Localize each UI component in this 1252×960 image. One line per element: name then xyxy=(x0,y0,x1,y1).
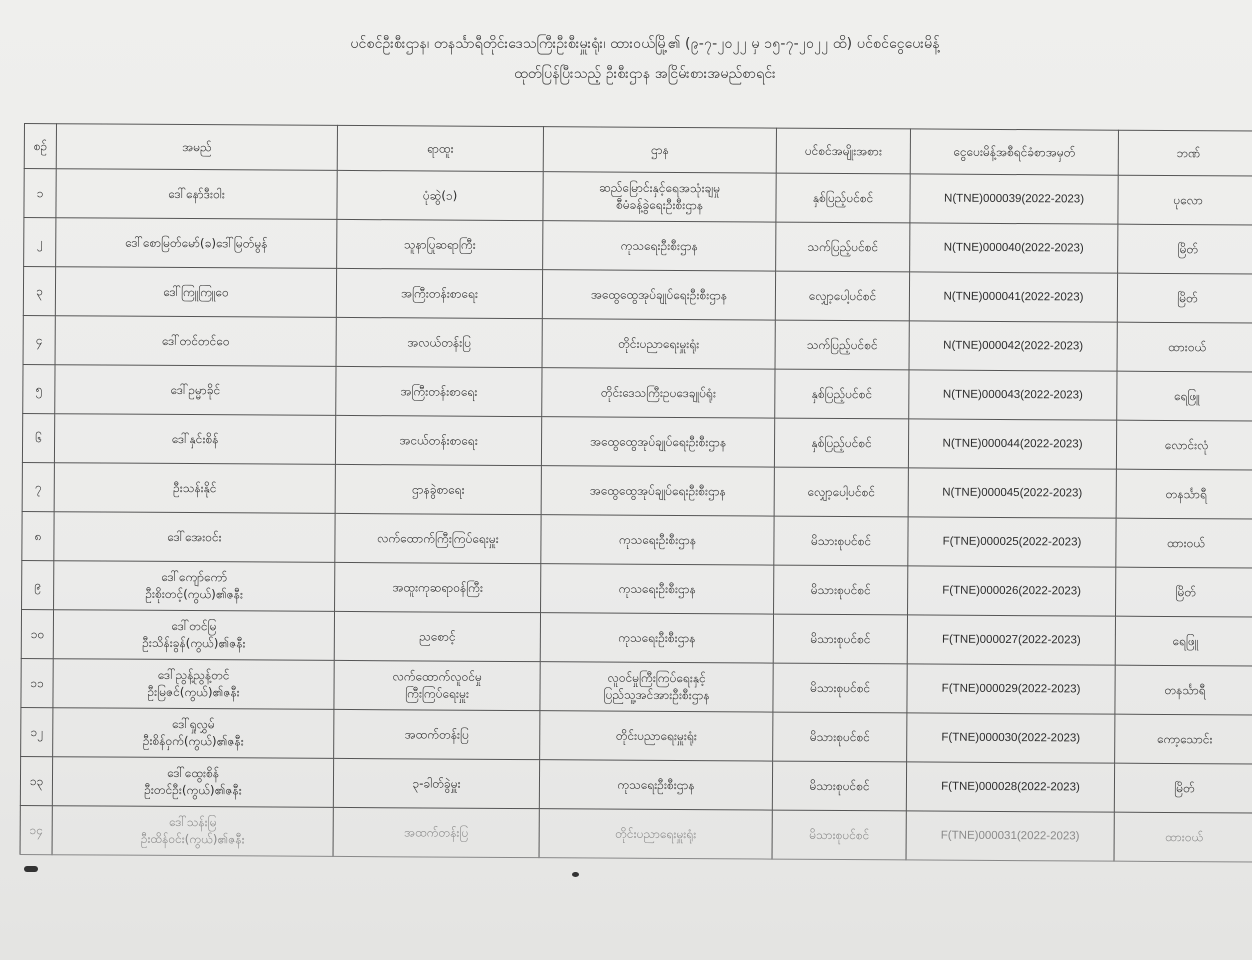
table-row xyxy=(23,364,1252,421)
cell-position: အလယ်တန်းပြ xyxy=(336,317,542,367)
cell-order-number: N(TNE)000040(2022-2023) xyxy=(910,223,1118,273)
cell-name: ဒေါ်ကျော်ကော် ဦးစိုးတင့်(ကွယ်)၏ဇနီး xyxy=(54,561,335,612)
cell-order-number: F(TNE)000029(2022-2023) xyxy=(907,664,1115,714)
cell-pension-type: မိသားစုပင်စင် xyxy=(774,565,908,615)
header-order-number: ငွေပေးမိန့်အစီရင်ခံစာအမှတ် xyxy=(910,129,1118,175)
cell-pension-type: မိသားစုပင်စင် xyxy=(774,516,908,566)
cell-serial: ၃ xyxy=(23,267,55,316)
table-row xyxy=(21,707,1252,764)
cell-serial: ၁၂ xyxy=(21,707,53,756)
cell-bank: မြိတ် xyxy=(1117,273,1252,323)
cell-bank: ထားဝယ် xyxy=(1116,518,1252,568)
cell-position: ပုံဆွဲ(၁) xyxy=(337,170,543,220)
ink-mark xyxy=(24,866,38,872)
cell-order-number: N(TNE)000044(2022-2023) xyxy=(908,419,1116,469)
cell-name: ဒေါ်စောမြတ်မော်(ခ)ဒေါ်မြတ်မွန် xyxy=(56,218,337,269)
cell-position: အငယ်တန်းစာရေး xyxy=(335,415,541,465)
table-body xyxy=(20,169,1252,863)
cell-name: ဒေါ်အေးဝင်း xyxy=(54,512,335,563)
cell-department: ကုသရေးဦးစီးဌာန xyxy=(541,515,774,565)
cell-bank: တနင်္သာရီ xyxy=(1116,469,1252,519)
cell-bank: မြိတ် xyxy=(1118,224,1252,274)
cell-position: အကြီးတန်းစာရေး xyxy=(336,268,542,318)
cell-name: ဒေါ်တင်မြ ဦးသိန်းခွန်(ကွယ်)၏ဇနီး xyxy=(53,610,334,661)
cell-serial: ၁၄ xyxy=(20,805,52,854)
cell-bank: ပုလော xyxy=(1118,175,1252,225)
table-row xyxy=(20,756,1252,813)
cell-pension-type: မိသားစုပင်စင် xyxy=(773,614,907,664)
table-row xyxy=(20,805,1252,862)
cell-bank: လောင်းလုံ xyxy=(1116,420,1252,470)
ink-dot xyxy=(572,872,579,877)
cell-department: ကုသရေးဦးစီးဌာန xyxy=(540,613,773,663)
table-row xyxy=(23,267,1252,324)
cell-pension-type: သက်ပြည့်ပင်စင် xyxy=(775,320,909,370)
header-name: အမည် xyxy=(56,124,337,171)
cell-department: အထွေထွေအုပ်ချုပ်ရေးဦးစီးဌာန xyxy=(541,466,774,516)
cell-bank: ထားဝယ် xyxy=(1117,322,1252,372)
cell-serial: ၈ xyxy=(22,511,54,560)
cell-position: အကြီးတန်းစာရေး xyxy=(336,366,542,416)
document-title-line-2: ထုတ်ပြန်ပြီးသည့် ဦးစီးဌာန အငြိမ်းစားအမည်စာရင်း xyxy=(514,66,776,82)
table-row xyxy=(22,462,1252,519)
cell-name: ဦးသန်းနိုင် xyxy=(54,463,335,514)
cell-order-number: F(TNE)000030(2022-2023) xyxy=(907,713,1115,763)
header-serial: စဉ် xyxy=(24,124,56,169)
cell-order-number: N(TNE)000045(2022-2023) xyxy=(908,468,1116,518)
table-header-row xyxy=(24,124,1252,177)
table-row xyxy=(22,413,1252,470)
cell-serial: ၁၀ xyxy=(21,609,53,658)
cell-pension-type: လျှော့ပေါ့ပင်စင် xyxy=(774,467,908,517)
cell-serial: ၂ xyxy=(24,218,56,267)
cell-bank: ရေဖြူ xyxy=(1115,616,1252,666)
cell-pension-type: လျှော့ပေါ့ပင်စင် xyxy=(775,271,909,321)
table-row xyxy=(24,218,1252,275)
cell-order-number: F(TNE)000025(2022-2023) xyxy=(908,517,1116,567)
header-position: ရာထူး xyxy=(337,125,543,171)
cell-name: ဒေါ်ကြူကြူဝေ xyxy=(55,267,336,318)
cell-department: တိုင်းဒေသကြီးဥပဒေချုပ်ရုံး xyxy=(542,368,775,418)
cell-department: ကုသရေးဦးစီးဌာန xyxy=(543,221,776,271)
cell-department: တိုင်းပညာရေးမှူးရုံး xyxy=(539,809,772,859)
cell-serial: ၁ xyxy=(24,169,56,218)
cell-name: ဒေါ်ရှုလွှမ် ဦးစိန်ဝှက်(ကွယ်)၏ဇနီး xyxy=(53,708,334,759)
cell-pension-type: နှစ်ပြည့်ပင်စင် xyxy=(774,418,908,468)
cell-serial: ၇ xyxy=(22,462,54,511)
cell-serial: ၁၃ xyxy=(20,756,52,805)
cell-name: ဒေါ်နှင်းစိန် xyxy=(54,414,335,465)
cell-department: ကုသရေးဦးစီးဌာန xyxy=(539,760,772,810)
cell-pension-type: မိသားစုပင်စင် xyxy=(772,810,906,860)
cell-pension-type: မိသားစုပင်စင် xyxy=(773,712,907,762)
cell-position: အထက်တန်းပြ xyxy=(333,807,539,857)
cell-pension-type: သက်ပြည့်ပင်စင် xyxy=(776,222,910,272)
cell-department: အထွေထွေအုပ်ချုပ်ရေးဦးစီးဌာန xyxy=(541,417,774,467)
cell-position: အထက်တန်းပြ xyxy=(334,709,540,759)
cell-name: ဒေါ်တင်တင်ဝေ xyxy=(55,316,336,367)
cell-position: ၃-ခါတ်ခွဲမှူး xyxy=(333,758,539,808)
cell-order-number: F(TNE)000027(2022-2023) xyxy=(907,615,1115,665)
cell-bank: မြိတ် xyxy=(1116,567,1252,617)
cell-position: လက်ထောက်လူဝင်မှု ကြီးကြပ်ရေးမှူး xyxy=(334,660,540,710)
cell-bank: မြိတ် xyxy=(1114,763,1252,813)
header-department: ဌာန xyxy=(543,127,776,173)
cell-bank: တနင်္သာရီ xyxy=(1115,665,1252,715)
cell-serial: ၁၁ xyxy=(21,658,53,707)
cell-position: အထူးကုဆရာဝန်ကြီး xyxy=(335,562,541,612)
cell-order-number: F(TNE)000026(2022-2023) xyxy=(908,566,1116,616)
cell-department: လူဝင်မှုကြီးကြပ်ရေးနှင့် ပြည်သူ့အင်အားဦးစီးဌာန xyxy=(540,662,773,712)
cell-name: ဒေါ်နော်ဒီးဝါး xyxy=(56,169,337,220)
cell-name: ဒေါ်ထွေးစိန် ဦးတင်ဦး(ကွယ်)၏ဇနီး xyxy=(52,757,333,808)
cell-order-number: N(TNE)000039(2022-2023) xyxy=(910,174,1118,224)
cell-serial: ၉ xyxy=(22,560,54,609)
table-row xyxy=(22,511,1252,568)
cell-position: သူနာပြုဆရာကြီး xyxy=(337,219,543,269)
cell-pension-type: နှစ်ပြည့်ပင်စင် xyxy=(775,369,909,419)
pensioner-list-table xyxy=(20,123,1252,863)
cell-pension-type: မိသားစုပင်စင် xyxy=(772,761,906,811)
cell-bank: ကော့သောင်း xyxy=(1115,714,1252,764)
cell-order-number: F(TNE)000031(2022-2023) xyxy=(906,811,1114,861)
cell-department: ဆည်မြောင်းနှင့်ရေအသုံးချမှု စီမံခန့်ခွဲရေးဦးစီးဌာန xyxy=(543,172,776,222)
cell-order-number: N(TNE)000043(2022-2023) xyxy=(909,370,1117,420)
cell-serial: ၄ xyxy=(23,315,55,364)
cell-order-number: F(TNE)000028(2022-2023) xyxy=(906,762,1114,812)
cell-pension-type: မိသားစုပင်စင် xyxy=(773,663,907,713)
cell-position: လက်ထောက်ကြီးကြပ်ရေးမှူး xyxy=(335,513,541,563)
cell-bank: ထားဝယ် xyxy=(1114,812,1252,862)
table-row xyxy=(21,658,1252,715)
cell-department: တိုင်းပညာရေးမှူးရုံး xyxy=(542,319,775,369)
cell-name: ဒေါ်သန်းမြ ဦးထိန်ဝင်း(ကွယ်)၏ဇနီး xyxy=(52,806,333,857)
table-row xyxy=(23,315,1252,372)
cell-position: ညစောင့် xyxy=(334,611,540,661)
cell-bank: ရေဖြူ xyxy=(1117,371,1252,421)
cell-pension-type: နှစ်ပြည့်ပင်စင် xyxy=(776,173,910,223)
cell-department: အထွေထွေအုပ်ချုပ်ရေးဦးစီးဌာန xyxy=(542,270,775,320)
cell-order-number: N(TNE)000042(2022-2023) xyxy=(909,321,1117,371)
cell-serial: ၆ xyxy=(22,413,54,462)
cell-order-number: N(TNE)000041(2022-2023) xyxy=(909,272,1117,322)
table-row xyxy=(24,169,1252,226)
cell-name: ဒေါ်ညွန့်ညွန့်တင် ဦးမြဇင်(ကွယ်)၏ဇနီး xyxy=(53,659,334,710)
cell-name: ဒေါ်ဥမ္မာခိုင် xyxy=(55,365,336,416)
table-row xyxy=(21,609,1252,666)
cell-serial: ၅ xyxy=(23,364,55,413)
header-bank: ဘဏ် xyxy=(1118,130,1252,176)
header-pension-type: ပင်စင်အမျိုးအစား xyxy=(776,128,910,174)
cell-department: ကုသရေးဦးစီးဌာန xyxy=(541,564,774,614)
document-title-line-1: ပင်စင်ဦးစီးဌာန၊ တနင်္သာရီတိုင်းဒေသကြီးဦးစီးမှူးရုံး၊ ထားဝယ်မြို့၏ (၉-၇-၂၀၂၂ မှ ၁၅-၇-၂၀၂၂ ထိ) ပင်စင်ငွေပေးမိန့် xyxy=(350,36,940,52)
table-row xyxy=(22,560,1252,617)
cell-department: တိုင်းပညာရေးမှူးရုံး xyxy=(540,711,773,761)
cell-position: ဌာနခွဲစာရေး xyxy=(335,464,541,514)
